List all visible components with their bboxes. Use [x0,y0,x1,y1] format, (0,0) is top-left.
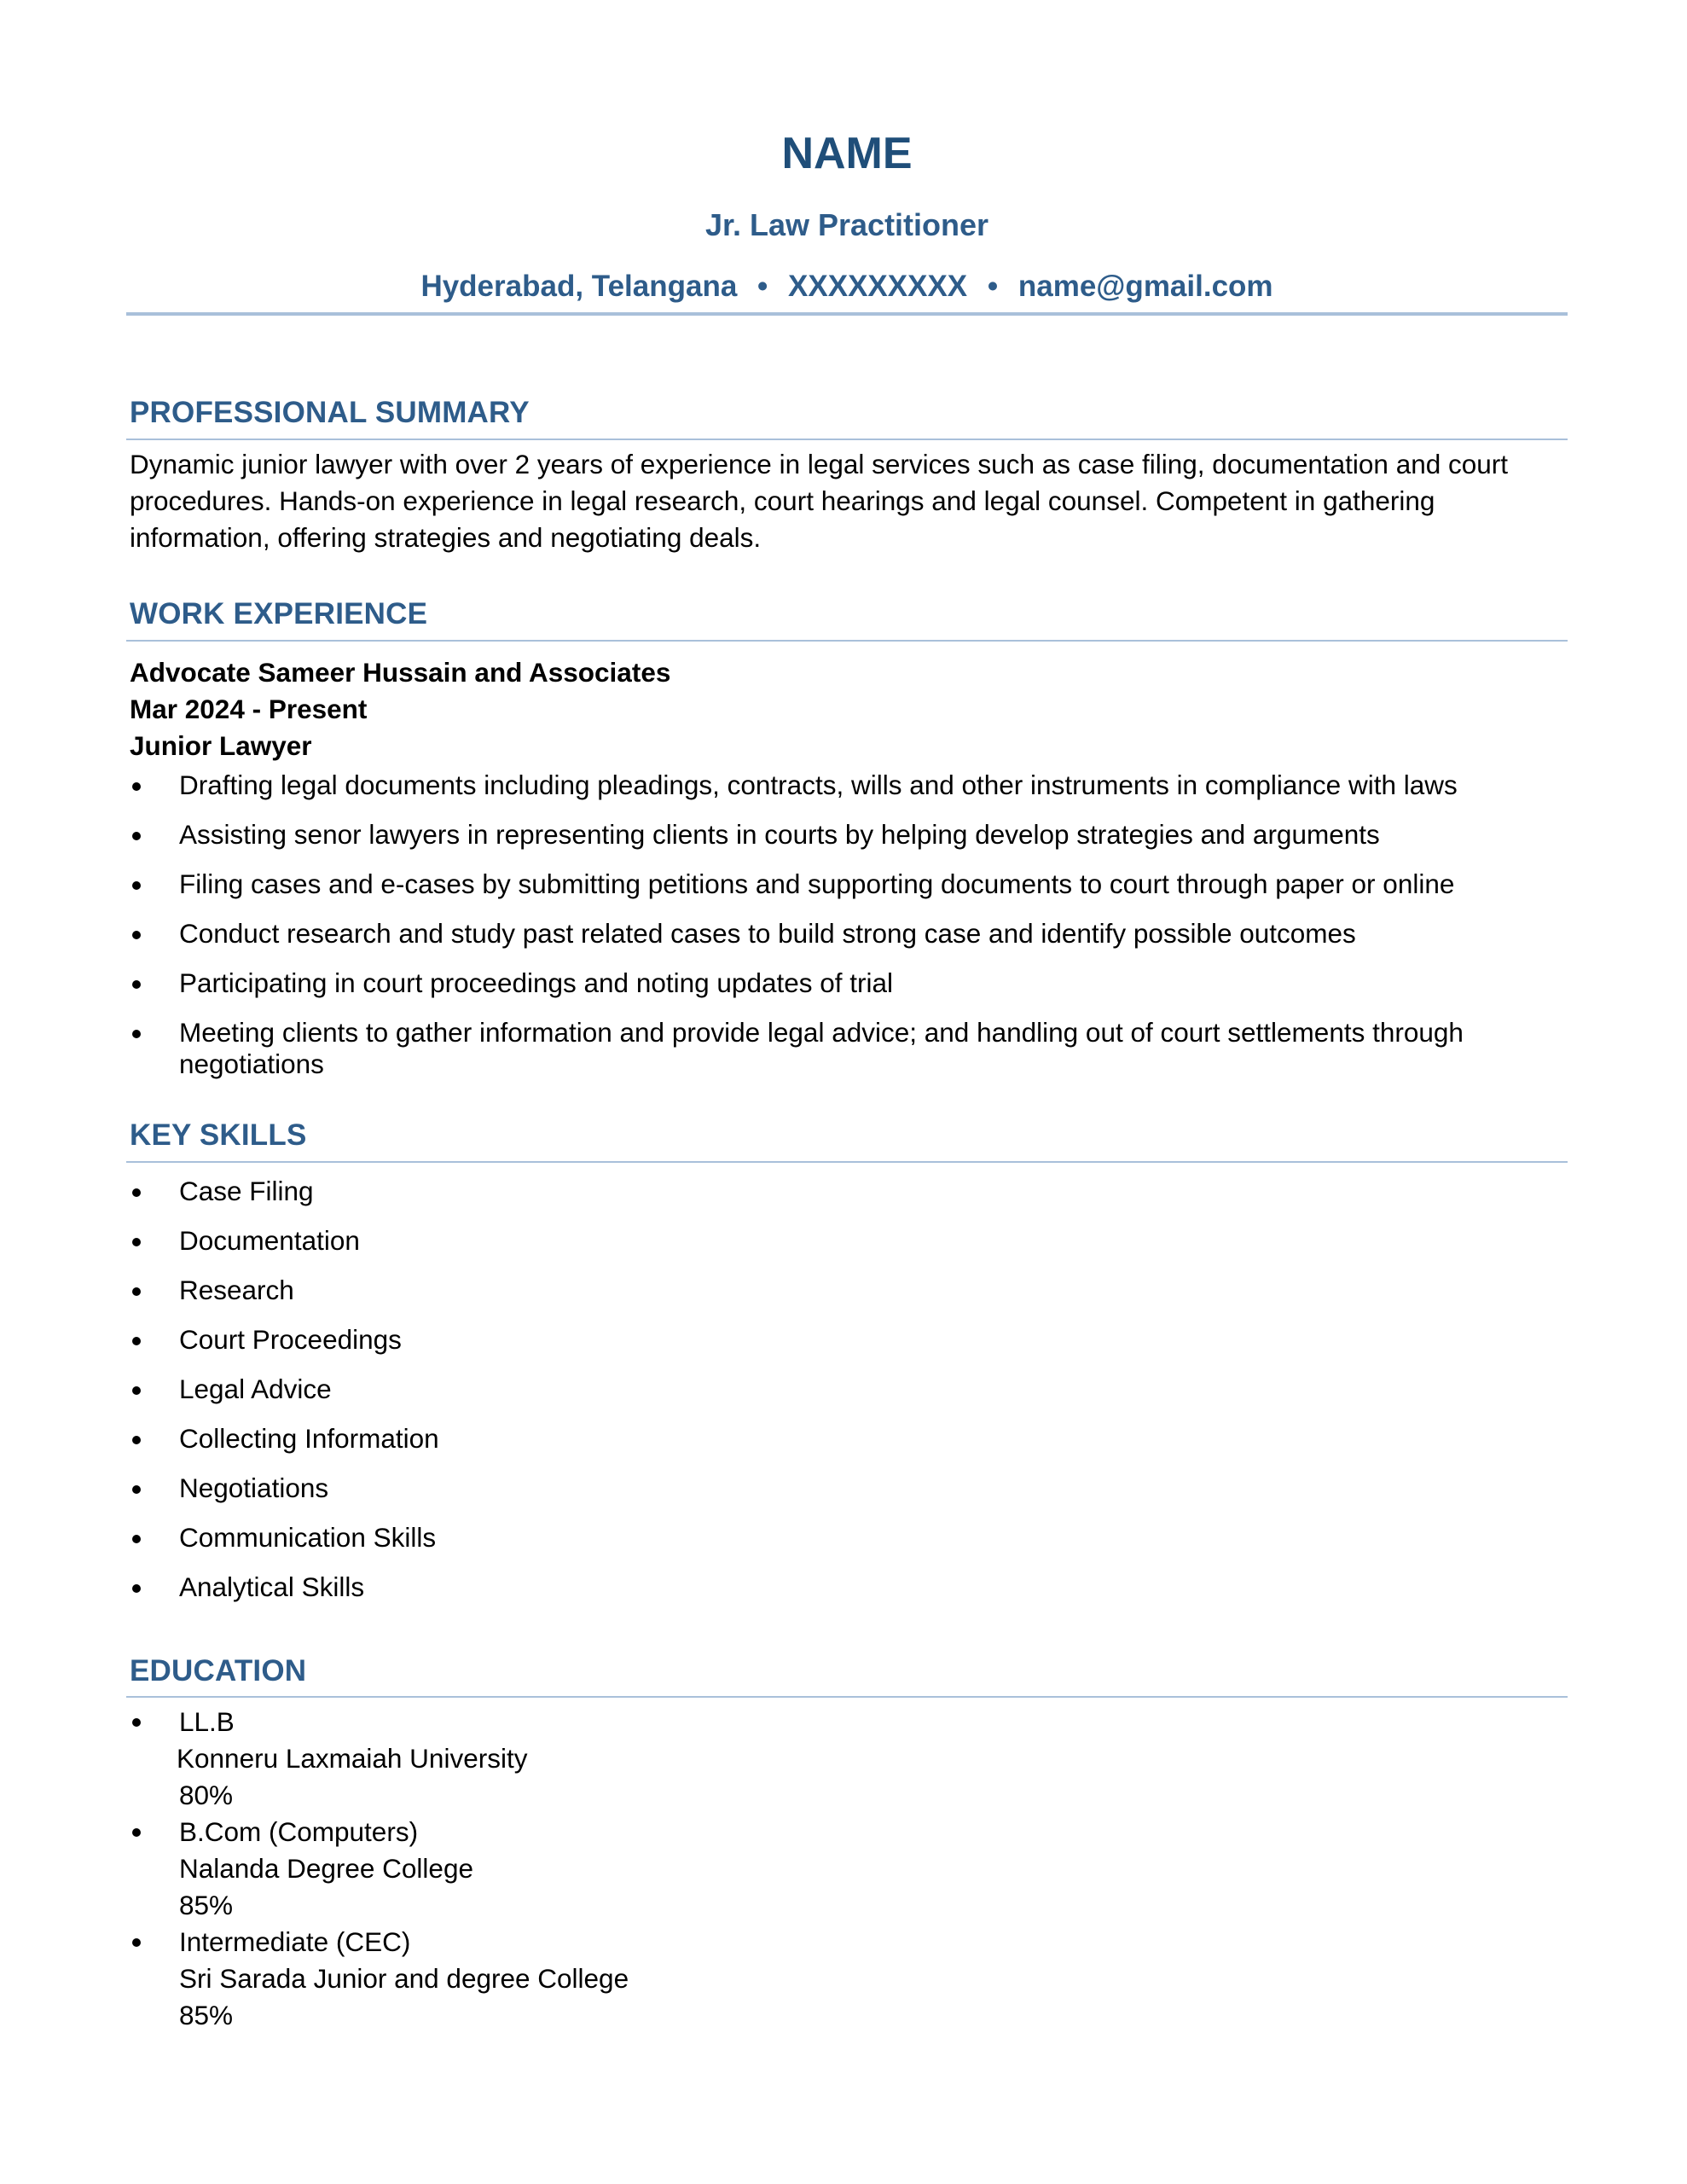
skill-text: Analytical Skills [179,1571,365,1602]
skill-text: Collecting Information [179,1423,439,1454]
skills-heading: KEY SKILLS [130,1118,307,1152]
skill-text: Legal Advice [179,1374,332,1404]
list-item [126,770,1568,801]
list-item [126,1814,1568,1924]
education-degree: Intermediate (CEC) [179,1926,411,1957]
skill-text: Documentation [179,1225,360,1256]
bullet-icon [132,1718,141,1727]
bullet-icon [132,1188,141,1197]
bullet-text: Participating in court proceedings and noting updates of trial [179,967,894,998]
bullet-icon [132,1386,141,1395]
bullet-icon [132,980,141,989]
list-item [126,918,1568,950]
contact-email: name@gmail.com [1017,270,1273,303]
list-item [126,1423,1568,1455]
bullet-icon [132,1485,141,1494]
education-institution: Nalanda Degree College [179,1853,473,1884]
list-item [126,1176,1568,1207]
experience-bullets [126,770,1568,1080]
contact-separator: • [987,270,999,303]
education-divider [126,1696,1568,1698]
skills-list [126,1176,1568,1603]
bullet-icon [132,1584,141,1593]
contact-location: Hyderabad, Telangana [420,270,738,303]
experience-divider [126,640,1568,642]
summary-heading: PROFESSIONAL SUMMARY [130,396,530,429]
bullet-icon [132,1337,141,1345]
bullet-icon [132,1287,141,1296]
list-item [126,1275,1568,1306]
skill-text: Communication Skills [179,1522,437,1553]
education-degree: B.Com (Computers) [179,1816,419,1847]
job-title: Jr. Law Practitioner [704,207,989,242]
bullet-icon [132,1436,141,1444]
bullet-text: Meeting clients to gather information and provide legal advice; and handling out of court settlements through negotiations [179,1017,1464,1079]
bullet-icon [132,1238,141,1246]
job-role: Junior Lawyer [130,730,312,761]
summary-text: Dynamic junior lawyer with over 2 years of experience in legal services such as case filing, documentation and court procedures. Hands-on experience in legal research, court hearings and legal counsel. Competent in gathering information, offering strategies and negotiating deals. [130,449,1509,553]
list-item [126,1472,1568,1504]
bullet-text: Conduct research and study past related cases to build strong case and identify possible outcomes [179,918,1356,949]
list-item [126,819,1568,851]
summary-divider [126,439,1568,440]
list-item [126,1522,1568,1554]
bullet-icon [132,931,141,939]
skill-text: Negotiations [179,1472,329,1503]
bullet-icon [132,1535,141,1543]
bullet-text: Filing cases and e-cases by submitting petitions and supporting documents to court through paper or online [179,868,1455,899]
contact-phone: XXXXXXXXX [788,270,968,303]
list-item [126,868,1568,900]
bullet-icon [132,881,141,890]
list-item [126,1571,1568,1603]
bullet-icon [132,1938,141,1947]
education-score: 85% [179,1890,234,1920]
list-item [126,1924,1568,2034]
list-item [126,1017,1568,1080]
education-degree: LL.B [179,1706,235,1737]
education-list [126,1704,1568,2034]
header-divider [126,312,1568,316]
employment-dates: Mar 2024 - Present [130,694,368,724]
skill-text: Case Filing [179,1176,314,1206]
skills-divider [126,1161,1568,1163]
list-item [126,967,1568,999]
contact-line [126,268,1568,305]
bullet-icon [132,1030,141,1038]
experience-heading: WORK EXPERIENCE [130,597,428,630]
education-score: 80% [179,1780,234,1810]
candidate-name: NAME [781,129,913,178]
education-score: 85% [179,2000,234,2030]
bullet-icon [132,1828,141,1837]
company-name: Advocate Sameer Hussain and Associates [130,657,671,688]
skill-text: Court Proceedings [179,1324,402,1355]
bullet-icon [132,832,141,840]
bullet-text: Assisting senor lawyers in representing clients in courts by helping develop strategies and arguments [179,819,1380,850]
education-institution: Sri Sarada Junior and degree College [179,1963,629,1994]
list-item [126,1324,1568,1356]
bullet-icon [132,782,141,791]
education-institution: Konneru Laxmaiah University [177,1743,528,1774]
list-item [126,1225,1568,1257]
list-item [126,1704,1568,1814]
contact-separator: • [757,270,768,303]
list-item [126,1374,1568,1405]
skill-text: Research [179,1275,294,1305]
bullet-text: Drafting legal documents including pleadings, contracts, wills and other instruments in compliance with laws [179,770,1458,800]
education-heading: EDUCATION [130,1654,307,1687]
